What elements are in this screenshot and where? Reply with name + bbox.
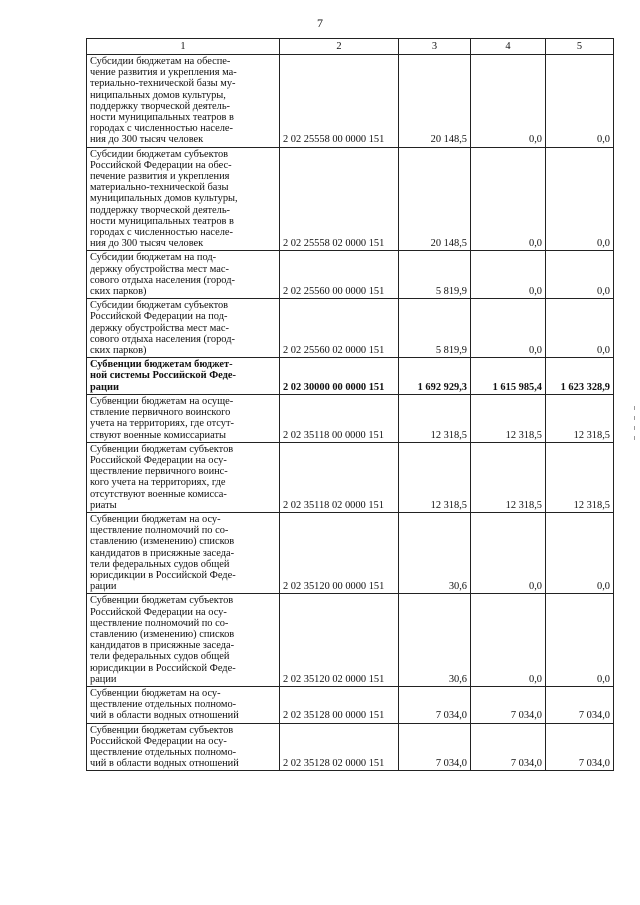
- row-code-cell: 2 02 25558 00 0000 151: [280, 55, 399, 148]
- row-name-cell: Субсидии бюджетам на под- держку обустройства мест мас- сового отдыха населения (город- ских парков): [87, 251, 280, 299]
- table-body: [87, 55, 614, 771]
- row-name-cell: Субсидии бюджетам субъектов Российской Федерации на обес- печение развития и укрепления материально-технической базы муниципальных домов культуры, поддержку творческой деятель- ности муниципальных театров в городах с численностью населе- ния до 300 тысяч человек: [87, 147, 280, 251]
- column-header-1: 1: [87, 39, 280, 55]
- row-value-2018-cell: 5 819,9: [399, 251, 471, 299]
- row-name-cell: Субвенции бюджетам на осу- ществление отдельных полномо- чий в области водных отношений: [87, 686, 280, 723]
- row-value-2020-cell: 12 318,5: [546, 394, 614, 442]
- row-value-2018-cell: 7 034,0: [399, 686, 471, 723]
- row-value-2020-cell: 0,0: [546, 512, 614, 593]
- row-value-2019-cell: 0,0: [471, 299, 546, 358]
- table-row: [87, 723, 614, 771]
- row-code-cell: 2 02 35128 02 0000 151: [280, 723, 399, 771]
- table-row: [87, 251, 614, 299]
- row-name-cell: Субвенции бюджетам на осуще- ствление первичного воинского учета на территориях, где отсут- ствуют военные комиссариаты: [87, 394, 280, 442]
- row-value-2019-cell: 0,0: [471, 594, 546, 687]
- row-value-2020-cell: 7 034,0: [546, 686, 614, 723]
- row-value-2019-cell: 7 034,0: [471, 723, 546, 771]
- table-row: [87, 394, 614, 442]
- row-value-2018-cell: 30,6: [399, 512, 471, 593]
- row-name-cell: Субсидии бюджетам на обеспе- чение развития и укрепления ма- териально-технической базы му- ниципальных домов культуры, поддержку творческой деятель- ности муниципальных театров в городах с численностью населе- ния до 300 тысяч человек: [87, 55, 280, 148]
- row-value-2019-cell: 0,0: [471, 512, 546, 593]
- row-value-2019-cell: 0,0: [471, 251, 546, 299]
- row-value-2018-cell: 7 034,0: [399, 723, 471, 771]
- table-row: [87, 358, 614, 395]
- row-code-cell: 2 02 35128 00 0000 151: [280, 686, 399, 723]
- row-code-cell: 2 02 35120 00 0000 151: [280, 512, 399, 593]
- table-row: [87, 512, 614, 593]
- row-value-2020-cell: 0,0: [546, 147, 614, 251]
- row-name-cell: Субвенции бюджетам субъектов Российской Федерации на осу- ществление полномочий по со- ставлению (изменению) списков кандидатов в присяжные заседа- тели федеральных судов общей юрисдикции в Российской Феде- рации: [87, 594, 280, 687]
- table-row: [87, 686, 614, 723]
- row-value-2019-cell: 7 034,0: [471, 686, 546, 723]
- row-name-cell: Субвенции бюджетам субъектов Российской Федерации на осу- ществление отдельных полномо- чий в области водных отношений: [87, 723, 280, 771]
- row-value-2018-cell: 12 318,5: [399, 442, 471, 512]
- row-value-2019-cell: 12 318,5: [471, 394, 546, 442]
- table-row: [87, 299, 614, 358]
- table-row: [87, 442, 614, 512]
- table-row: [87, 55, 614, 148]
- table-row: [87, 594, 614, 687]
- row-code-cell: 2 02 25558 02 0000 151: [280, 147, 399, 251]
- row-value-2018-cell: 1 692 929,3: [399, 358, 471, 395]
- row-value-2019-cell: 12 318,5: [471, 442, 546, 512]
- row-value-2018-cell: 12 318,5: [399, 394, 471, 442]
- row-value-2020-cell: 0,0: [546, 299, 614, 358]
- row-value-2018-cell: 20 148,5: [399, 147, 471, 251]
- row-value-2020-cell: 0,0: [546, 594, 614, 687]
- row-value-2018-cell: 30,6: [399, 594, 471, 687]
- row-name-cell: Субвенции бюджетам бюджет- ной системы Российской Феде- рации: [87, 358, 280, 395]
- row-name-cell: Субвенции бюджетам субъектов Российской Федерации на осу- ществление первичного воинс- кого учета на территориях, где отсутствуют военные комисса- риаты: [87, 442, 280, 512]
- row-name-cell: Субсидии бюджетам субъектов Российской Федерации на под- держку обустройства мест мас- сового отдыха населения (город- ских парков): [87, 299, 280, 358]
- row-name-cell: Субвенции бюджетам на осу- ществление полномочий по со- ставлению (изменению) списков кандидатов в присяжные заседа- тели федеральных судов общей юрисдикции в Российской Феде- рации: [87, 512, 280, 593]
- row-code-cell: 2 02 30000 00 0000 151: [280, 358, 399, 395]
- table-row: [87, 147, 614, 251]
- row-value-2020-cell: 7 034,0: [546, 723, 614, 771]
- row-code-cell: 2 02 35118 00 0000 151: [280, 394, 399, 442]
- row-value-2018-cell: 5 819,9: [399, 299, 471, 358]
- row-value-2020-cell: 0,0: [546, 251, 614, 299]
- column-header-2: 2: [280, 39, 399, 55]
- row-value-2018-cell: 20 148,5: [399, 55, 471, 148]
- row-value-2020-cell: 0,0: [546, 55, 614, 148]
- row-value-2019-cell: 0,0: [471, 55, 546, 148]
- column-header-4: 4: [471, 39, 546, 55]
- scan-margin-marks: [633, 400, 636, 470]
- column-header-5: 5: [546, 39, 614, 55]
- row-code-cell: 2 02 25560 00 0000 151: [280, 251, 399, 299]
- budget-table: [86, 38, 614, 771]
- row-code-cell: 2 02 25560 02 0000 151: [280, 299, 399, 358]
- row-value-2020-cell: 12 318,5: [546, 442, 614, 512]
- row-value-2019-cell: 1 615 985,4: [471, 358, 546, 395]
- row-value-2020-cell: 1 623 328,9: [546, 358, 614, 395]
- page-number: 7: [317, 16, 323, 30]
- row-code-cell: 2 02 35118 02 0000 151: [280, 442, 399, 512]
- row-code-cell: 2 02 35120 02 0000 151: [280, 594, 399, 687]
- row-value-2019-cell: 0,0: [471, 147, 546, 251]
- column-header-3: 3: [399, 39, 471, 55]
- header-row: [87, 39, 614, 55]
